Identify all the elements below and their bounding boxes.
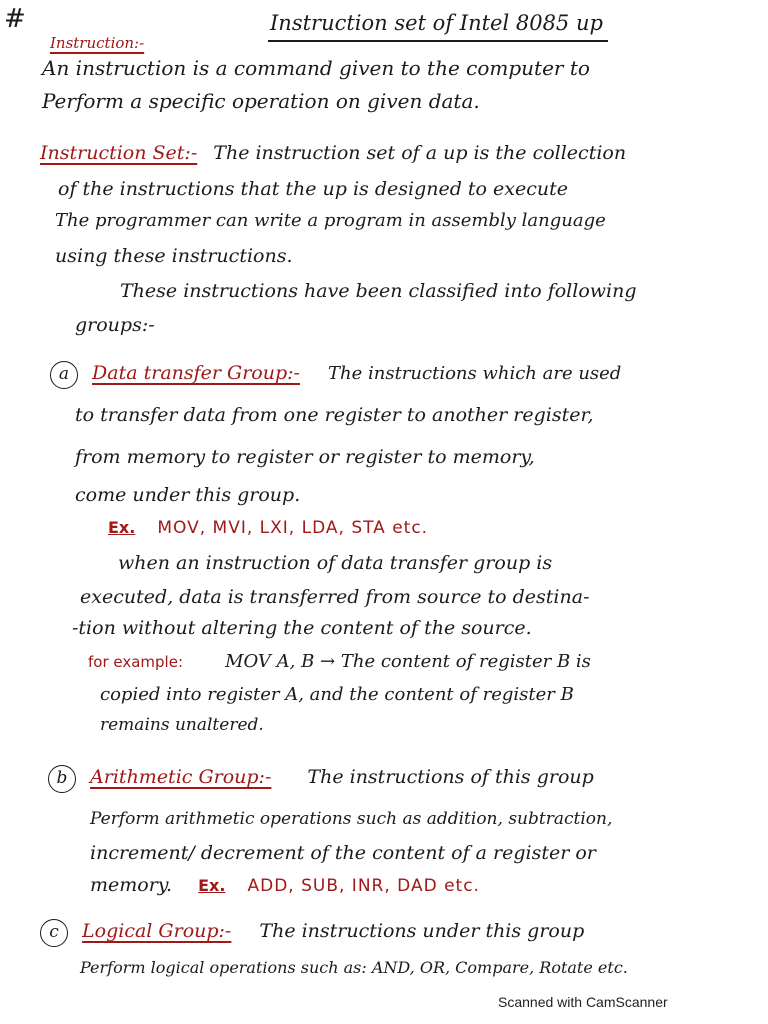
group-b-heading: Arithmetic Group:- [90,766,272,788]
group-a-ex-label: Ex. [108,518,136,537]
group-a-line-6: when an instruction of data transfer group is [118,552,553,574]
group-b-last-start: memory. [90,874,173,896]
instruction-set-line-2: of the instructions that the up is designed to execute [58,178,568,200]
group-a-line-2: to transfer data from one register to another register, [75,404,594,426]
group-c-heading-line [40,918,584,947]
instruction-set-line-5: These instructions have been classified into following [120,280,637,302]
group-a-heading-line [50,360,621,389]
instruction-def-line-1: An instruction is a command given to the computer to [42,56,590,80]
group-a-first-text: The instructions which are used [328,363,622,384]
group-b-line-3: increment/ decrement of the content of a register or [90,842,596,864]
group-a-for-example-label: for example: [88,653,184,671]
group-b-ex-label: Ex. [198,876,226,895]
group-a-line-11: remains unaltered. [100,715,264,735]
group-a-line-10: copied into register A, and the content of register B [100,684,574,705]
instruction-set-line-6: groups:- [75,314,155,336]
group-c-marker: c [40,919,68,947]
group-a-line-7: executed, data is transferred from source to destina- [80,586,590,608]
scanner-watermark: Scanned with CamScanner [498,994,668,1010]
group-b-heading-line [48,764,594,793]
page-title: Instruction set of Intel 8085 up [270,11,603,35]
instruction-def-line-2: Perform a specific operation on given data. [42,89,480,113]
group-a-examples-line [108,514,428,541]
group-c-line-2: Perform logical operations such as: AND, OR, Compare, Rotate etc. [80,958,628,977]
instruction-set-line-1 [40,140,626,166]
instruction-set-first-text: The instruction set of a up is the collection [213,142,627,164]
instruction-set-line-4: using these instructions. [55,245,293,267]
group-c-heading: Logical Group:- [82,920,232,942]
title-underline [268,40,608,42]
group-a-line-3: from memory to register or register to memory, [75,446,535,468]
group-a-heading: Data transfer Group:- [92,362,300,384]
hash-mark: # [4,4,26,34]
group-a-for-example-line [88,648,591,675]
instruction-set-line-3: The programmer can write a program in assembly language [55,210,606,231]
group-b-examples: ADD, SUB, INR, DAD etc. [247,876,480,896]
group-a-line-8: -tion without altering the content of the source. [72,617,532,639]
group-a-for-example-text: MOV A, B → The content of register B is [225,651,591,672]
group-a-line-4: come under this group. [75,484,301,506]
group-b-line-4 [90,872,480,899]
group-a-marker: a [50,361,78,389]
instruction-heading: Instruction:- [50,34,145,52]
group-c-first-text: The instructions under this group [259,920,585,942]
group-b-line-2: Perform arithmetic operations such as addition, subtraction, [90,809,613,829]
group-a-examples: MOV, MVI, LXI, LDA, STA etc. [157,518,429,538]
group-b-marker: b [48,765,76,793]
instruction-set-heading: Instruction Set:- [40,142,198,164]
group-b-first-text: The instructions of this group [307,766,594,788]
